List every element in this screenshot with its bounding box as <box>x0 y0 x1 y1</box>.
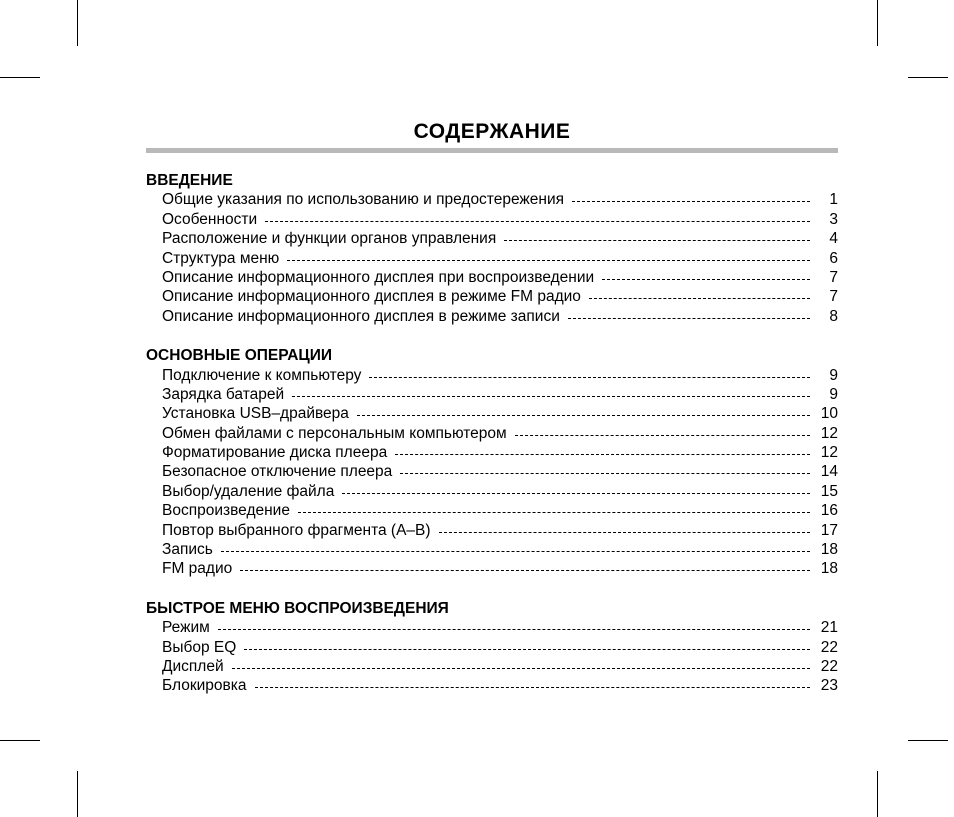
crop-mark <box>77 0 78 46</box>
crop-mark <box>77 771 78 817</box>
toc-entry-page-number: 16 <box>820 502 838 520</box>
toc-entry-page-number: 9 <box>829 385 838 403</box>
dot-leader <box>265 221 810 222</box>
toc-entry[interactable] <box>146 229 838 248</box>
dot-leader <box>568 318 810 319</box>
toc-entry[interactable] <box>146 657 838 676</box>
toc-entry-page-number: 10 <box>820 405 838 423</box>
dot-leader <box>357 415 810 416</box>
toc-section <box>146 171 838 326</box>
crop-mark <box>0 740 40 741</box>
toc-entry-label: Подключение к компьютеру <box>162 366 362 384</box>
toc-entry[interactable] <box>146 501 838 520</box>
toc-entry-label: Выбор EQ <box>162 638 237 656</box>
toc-entry-page-number: 3 <box>829 210 838 228</box>
dot-leader <box>439 532 810 533</box>
toc-entry-page-number: 7 <box>829 288 838 306</box>
toc-entry-label: Режим <box>162 619 210 637</box>
toc-entry-page-number: 15 <box>820 482 838 500</box>
crop-mark <box>908 77 948 78</box>
toc-entry-label: Зарядка батарей <box>162 385 285 403</box>
toc-entry-label: Описание информационного дисплея в режиме записи <box>162 307 560 325</box>
toc-entry-label: Дисплей <box>162 657 224 675</box>
toc-entry-page-number: 14 <box>820 463 838 481</box>
toc-entry-label: Повтор выбранного фрагмента (A–B) <box>162 521 431 539</box>
toc-entry-page-number: 12 <box>820 444 838 462</box>
dot-leader <box>292 396 810 397</box>
toc-entry-label: Структура меню <box>162 249 280 267</box>
toc-entry[interactable] <box>146 210 838 229</box>
toc-entry-label: Особенности <box>162 210 258 228</box>
toc-entry[interactable] <box>146 559 838 578</box>
toc-entry-label: FM радио <box>162 560 233 578</box>
toc-entry-page-number: 1 <box>829 191 838 209</box>
dot-leader <box>400 473 810 474</box>
toc-entry-label: Форматирование диска плеера <box>162 444 388 462</box>
toc-entry-label: Выбор/удаление файла <box>162 482 335 500</box>
dot-leader <box>298 512 810 513</box>
toc-entry-page-number: 7 <box>829 268 838 286</box>
toc-entry-page-number: 22 <box>820 638 838 656</box>
toc-entry[interactable] <box>146 424 838 443</box>
toc-entry-page-number: 6 <box>829 249 838 267</box>
toc-entry-page-number: 18 <box>820 560 838 578</box>
dot-leader <box>244 649 810 650</box>
section-heading: ВВЕДЕНИЕ <box>146 172 233 189</box>
toc-entry[interactable] <box>146 190 838 209</box>
toc-entry[interactable] <box>146 287 838 306</box>
dot-leader <box>287 260 810 261</box>
toc-entry[interactable] <box>146 676 838 695</box>
toc-entry[interactable] <box>146 307 838 326</box>
toc-entry-label: Установка USB–драйвера <box>162 405 349 423</box>
toc-entry[interactable] <box>146 249 838 268</box>
toc-section <box>146 346 838 579</box>
toc-entry-page-number: 22 <box>820 657 838 675</box>
toc-entry[interactable] <box>146 482 838 501</box>
dot-leader <box>342 493 810 494</box>
toc-entry-label: Безопасное отключение плеера <box>162 463 393 481</box>
toc-entry[interactable] <box>146 268 838 287</box>
toc-entry[interactable] <box>146 618 838 637</box>
dot-leader <box>232 668 810 669</box>
toc-entry[interactable] <box>146 462 838 481</box>
toc-entry-page-number: 21 <box>820 619 838 637</box>
crop-mark <box>877 771 878 817</box>
dot-leader <box>504 240 810 241</box>
toc-entry-label: Запись <box>162 541 213 559</box>
toc-entry-label: Воспроизведение <box>162 502 290 520</box>
dot-leader <box>515 435 810 436</box>
toc-entry[interactable] <box>146 366 838 385</box>
toc-entry[interactable] <box>146 540 838 559</box>
section-heading: БЫСТРОЕ МЕНЮ ВОСПРОИЗВЕДЕНИЯ <box>146 599 449 617</box>
dot-leader <box>602 279 810 280</box>
table-of-contents <box>146 171 838 716</box>
crop-mark <box>877 0 878 46</box>
section-heading: ОСНОВНЫЕ ОПЕРАЦИИ <box>146 347 333 365</box>
dot-leader <box>395 454 810 455</box>
crop-mark <box>908 740 948 741</box>
dot-leader <box>589 298 810 299</box>
toc-entry-page-number: 12 <box>820 424 838 442</box>
toc-entry[interactable] <box>146 443 838 462</box>
toc-entry-page-number: 9 <box>829 366 838 384</box>
crop-mark <box>0 77 40 78</box>
toc-entry-label: Описание информационного дисплея при воспроизведении <box>162 268 595 286</box>
dot-leader <box>572 201 810 202</box>
toc-entry-label: Описание информационного дисплея в режиме FM радио <box>162 288 581 306</box>
toc-entry-page-number: 8 <box>829 307 838 325</box>
toc-entry-label: Общие указания по использованию и предостережения <box>162 191 565 209</box>
dot-leader <box>221 551 810 552</box>
dot-leader <box>240 570 810 571</box>
toc-entry-page-number: 23 <box>820 677 838 695</box>
dot-leader <box>255 687 811 688</box>
toc-entry-page-number: 4 <box>829 230 838 248</box>
dot-leader <box>369 377 810 378</box>
page-title: СОДЕРЖАНИЕ <box>413 120 571 143</box>
toc-entry-page-number: 18 <box>820 541 838 559</box>
title-divider <box>146 148 838 153</box>
toc-entry-label: Блокировка <box>162 677 247 695</box>
toc-entry[interactable] <box>146 638 838 657</box>
toc-entry-label: Обмен файлами с персональным компьютером <box>162 424 507 442</box>
toc-entry[interactable] <box>146 385 838 404</box>
dot-leader <box>218 629 810 630</box>
toc-entry[interactable] <box>146 521 838 540</box>
toc-entry-page-number: 17 <box>820 521 838 539</box>
toc-entry[interactable] <box>146 404 838 423</box>
toc-section <box>146 599 838 696</box>
toc-entry-label: Расположение и функции органов управления <box>162 230 497 248</box>
